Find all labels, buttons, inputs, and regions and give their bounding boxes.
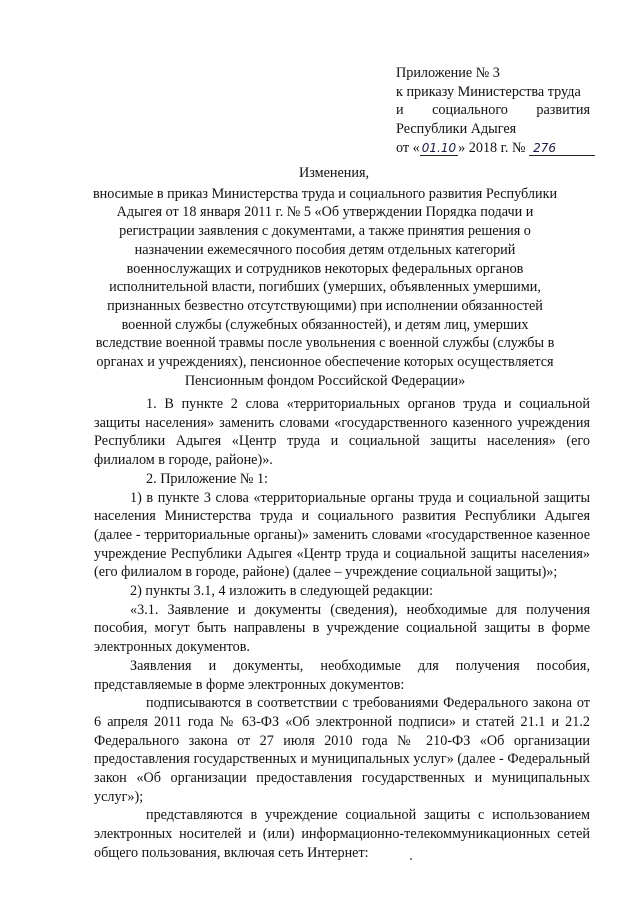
- ministry-name-line: [396, 101, 590, 120]
- ministry-word-2: социального: [432, 102, 508, 119]
- order-date-handwritten: 01.10: [421, 140, 457, 155]
- paragraph-1: 1. В пункте 2 слова «территориальных органов труда и социальной защиты населения» заменить словами «государственного казенного учреждения Республики Адыгея «Центр труда и социальной защиты населения» (его филиалом в городе, районе)».: [94, 396, 590, 469]
- ministry-word-3: развития: [536, 102, 590, 119]
- paragraph-3: 1) в пункте 3 слова «территориальные органы труда и социальной защиты населения Министерства труда и социального развития Республики Адыгея (далее - территориальные органы)» заменить словами «государственное казенное учреждение Республики Адыгея «Центр труда и социальной защиты населения» (его филиалом в городе, районе) (далее – учреждение социальной защиты)»;: [94, 489, 590, 581]
- date-prefix: от «: [396, 139, 420, 156]
- paragraph-8: представляются в учреждение социальной защиты с использованием электронных носителей и (или) информационно-телекоммуникационных сетей общего пользования, включая сеть Интернет:: [94, 807, 590, 861]
- document-body: [94, 395, 590, 863]
- title-body: вносимые в приказ Министерства труда и социального развития Республики Адыгея от 18 января 2011 г. № 5 «Об утверждении Порядка подачи и регистрации заявления с документами, а также принятия решения о назначении ежемесячного пособия детям отдельных категорий военнослужащих и сотрудников некоторых федеральных органов исполнительной власти, погибших (умерших, объявленных умершими, признанных безвестно отсутствующими) при исполнении обязанностей военной службы (служебных обязанностей), и детям лиц, умерших вследствие военной травмы после увольнения с военной службы (службы в органах и учреждениях), пенсионное обеспечение которых осуществляется Пенсионным фондом Российской Федерации»: [92, 185, 558, 389]
- order-reference: к приказу Министерства труда: [396, 83, 581, 100]
- paragraph-7: подписываются в соответствии с требованиями Федерального закона от 6 апреля 2011 года № 63-ФЗ «Об электронной подписи» и статей 21.1 и 21.2 Федерального закона от 27 июля 2010 года № 210-ФЗ «Об организации предоставления государственных и муниципальных услуг» (далее - Федеральный закон «Об организации предоставления государственных и муниципальных услуг»);: [94, 695, 590, 805]
- appendix-number: Приложение № 3: [396, 65, 500, 81]
- paragraph-6: Заявления и документы, необходимые для получения пособия, представляемые в форме электронных документов:: [94, 657, 590, 693]
- paragraph-5: «3.1. Заявление и документы (сведения), необходимые для получения пособия, могут быть направлены в учреждение социальной защиты в форме электронных документов.: [94, 601, 590, 656]
- order-number-handwritten: 276: [529, 141, 595, 156]
- paragraph-2: 2. Приложение № 1:: [146, 470, 268, 487]
- document-title: [90, 164, 560, 390]
- republic-name: Республики Адыгея: [396, 121, 517, 138]
- paragraph-4: 2) пункты 3.1, 4 изложить в следующей редакции:: [130, 583, 434, 600]
- date-middle: » 2018 г. №: [458, 139, 526, 156]
- ministry-word-1: и: [396, 102, 404, 119]
- order-date-line: [396, 139, 590, 158]
- appendix-header: [396, 64, 590, 158]
- title-heading: Изменения,: [298, 165, 370, 181]
- page-dot-mark: [410, 858, 412, 860]
